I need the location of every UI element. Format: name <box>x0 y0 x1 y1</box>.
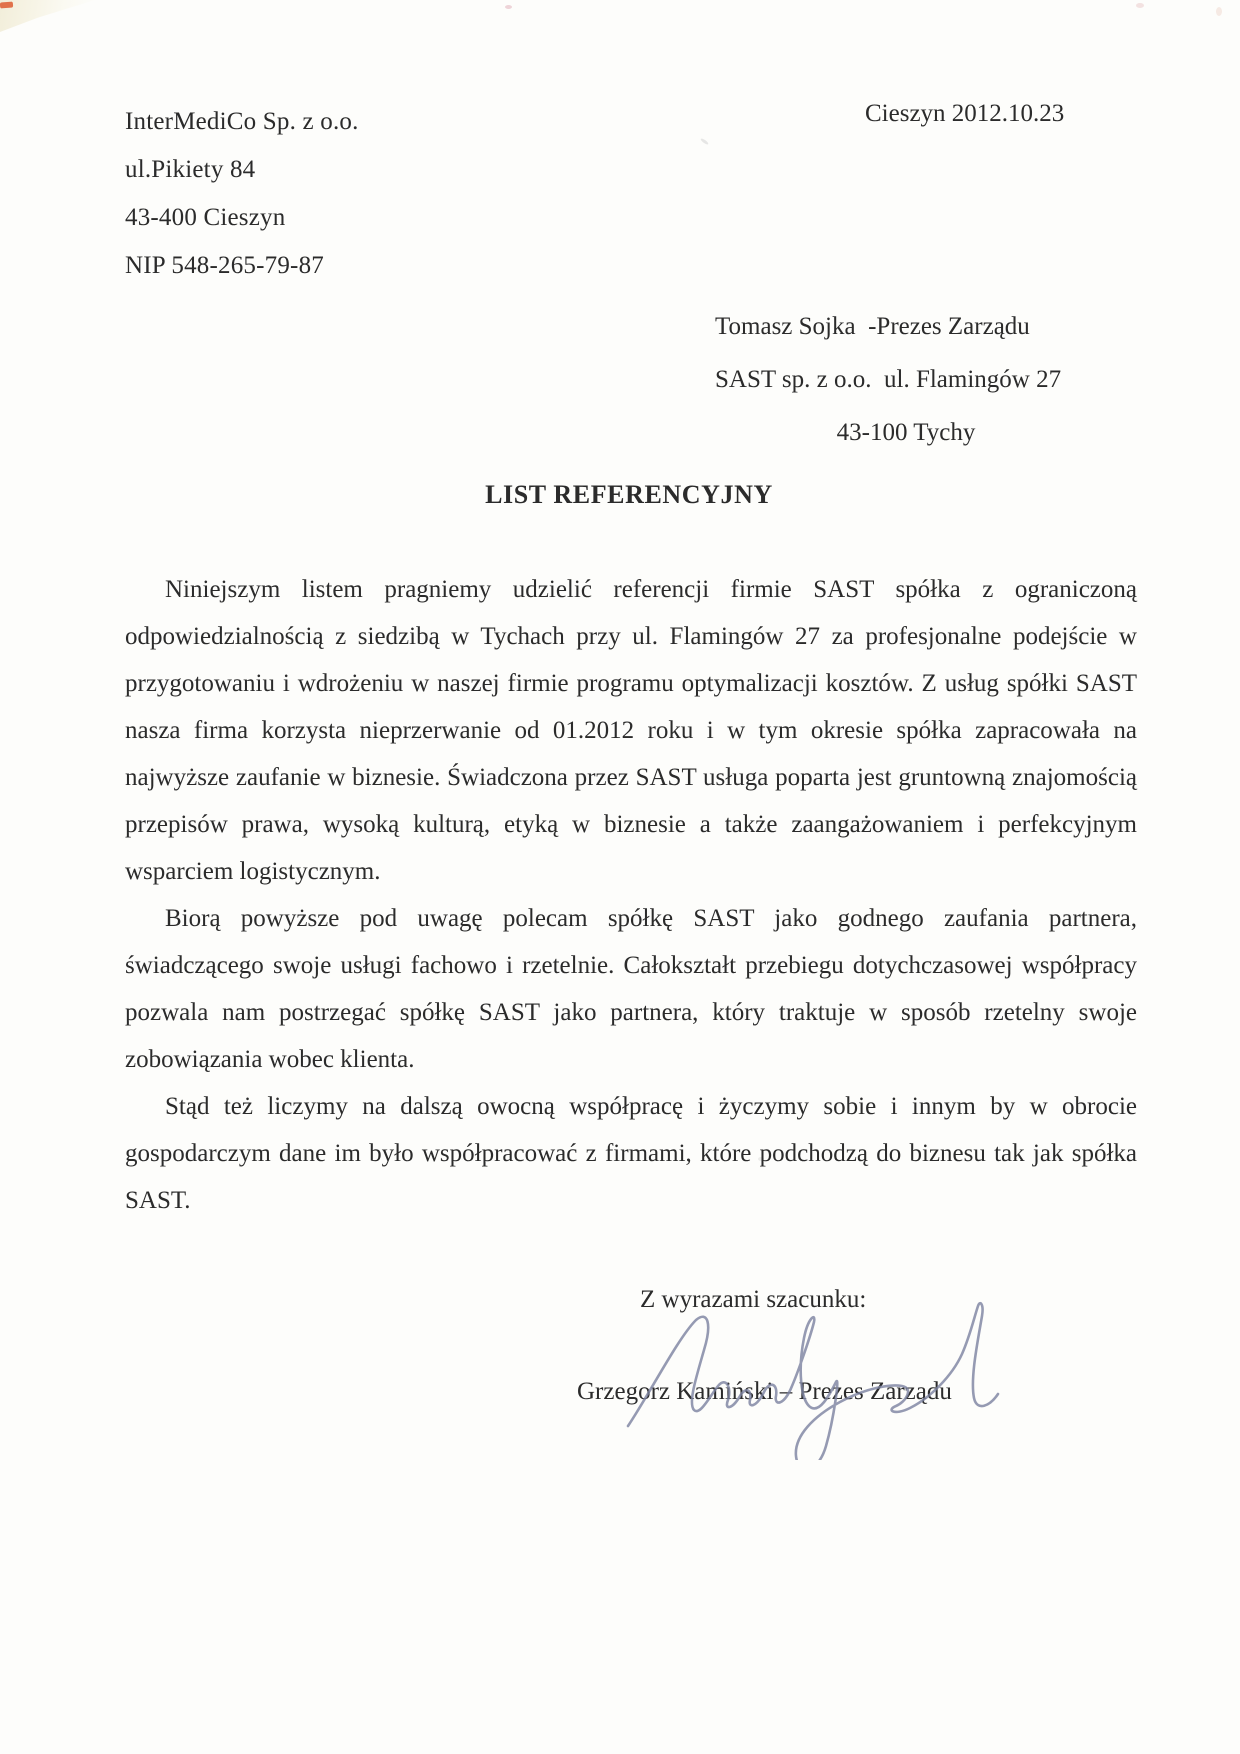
letter-body <box>125 566 1137 1224</box>
sender-address-block <box>125 98 359 290</box>
sender-company-name: InterMediCo Sp. z o.o. <box>125 108 359 135</box>
sender-nip: NIP 548-265-79-87 <box>125 252 324 279</box>
scan-speck <box>505 5 512 9</box>
scan-speck <box>1136 3 1144 8</box>
closing-salutation: Z wyrazami szacunku: <box>640 1286 867 1313</box>
body-paragraph-2: Biorą powyższe pod uwagę polecam spółkę SAST jako godnego zaufania partnera, świadczącego swoje usługi fachowo i rzetelnie. Całokształt przebiegu dotychczasowej współpracy pozwala nam postrzegać spółkę SAST jako partnera, który traktuje w sposób rzetelny swoje zobowiązania wobec klienta. <box>125 905 1137 1073</box>
body-paragraph-1: Niniejszym listem pragniemy udzielić referencji firmie SAST spółka z ograniczoną odpowiedzialnością z siedzibą w Tychach przy ul. Flamingów 27 za profesjonalne podejście w przygotowaniu i wdrożeniu w naszej firmie programu optymalizacji kosztów. Z usług spółki SAST nasza firma korzysta nieprzerwanie od 01.2012 roku i w tym okresie spółka zapracowała na najwyższe zaufanie w biznesie. Świadczona przez SAST usługa poparta jest gruntowną znajomością przepisów prawa, wysoką kulturą, etyką w biznesie a także zaangażowaniem i perfekcyjnym wsparciem logistycznym. <box>125 576 1137 885</box>
recipient-city: 43-100 Tychy <box>836 419 976 446</box>
scan-corner-wedge <box>0 0 95 32</box>
body-paragraph-3: Stąd też liczymy na dalszą owocną współpracę i życzymy sobie i innym by w obrocie gospodarczym dane im było współpracować z firmami, które podchodzą do biznesu tak jak spółka SAST. <box>125 1093 1137 1214</box>
scan-speck <box>1216 7 1222 16</box>
signatory-name: Grzegorz Kamiński – Prezes Zarządu <box>577 1378 952 1405</box>
place-and-date: Cieszyn 2012.10.23 <box>865 100 1065 127</box>
scan-speck <box>700 138 709 146</box>
sender-city: 43-400 Cieszyn <box>125 204 286 231</box>
sender-street: ul.Pikiety 84 <box>125 156 256 183</box>
recipient-company: SAST sp. z o.o. ul. Flamingów 27 <box>715 366 1062 393</box>
recipient-person: Tomasz Sojka -Prezes Zarządu <box>715 313 1030 340</box>
recipient-address-block <box>715 300 1097 459</box>
letter-title: LIST REFERENCYJNY <box>485 480 773 509</box>
scan-corner-red-speck <box>0 2 13 9</box>
